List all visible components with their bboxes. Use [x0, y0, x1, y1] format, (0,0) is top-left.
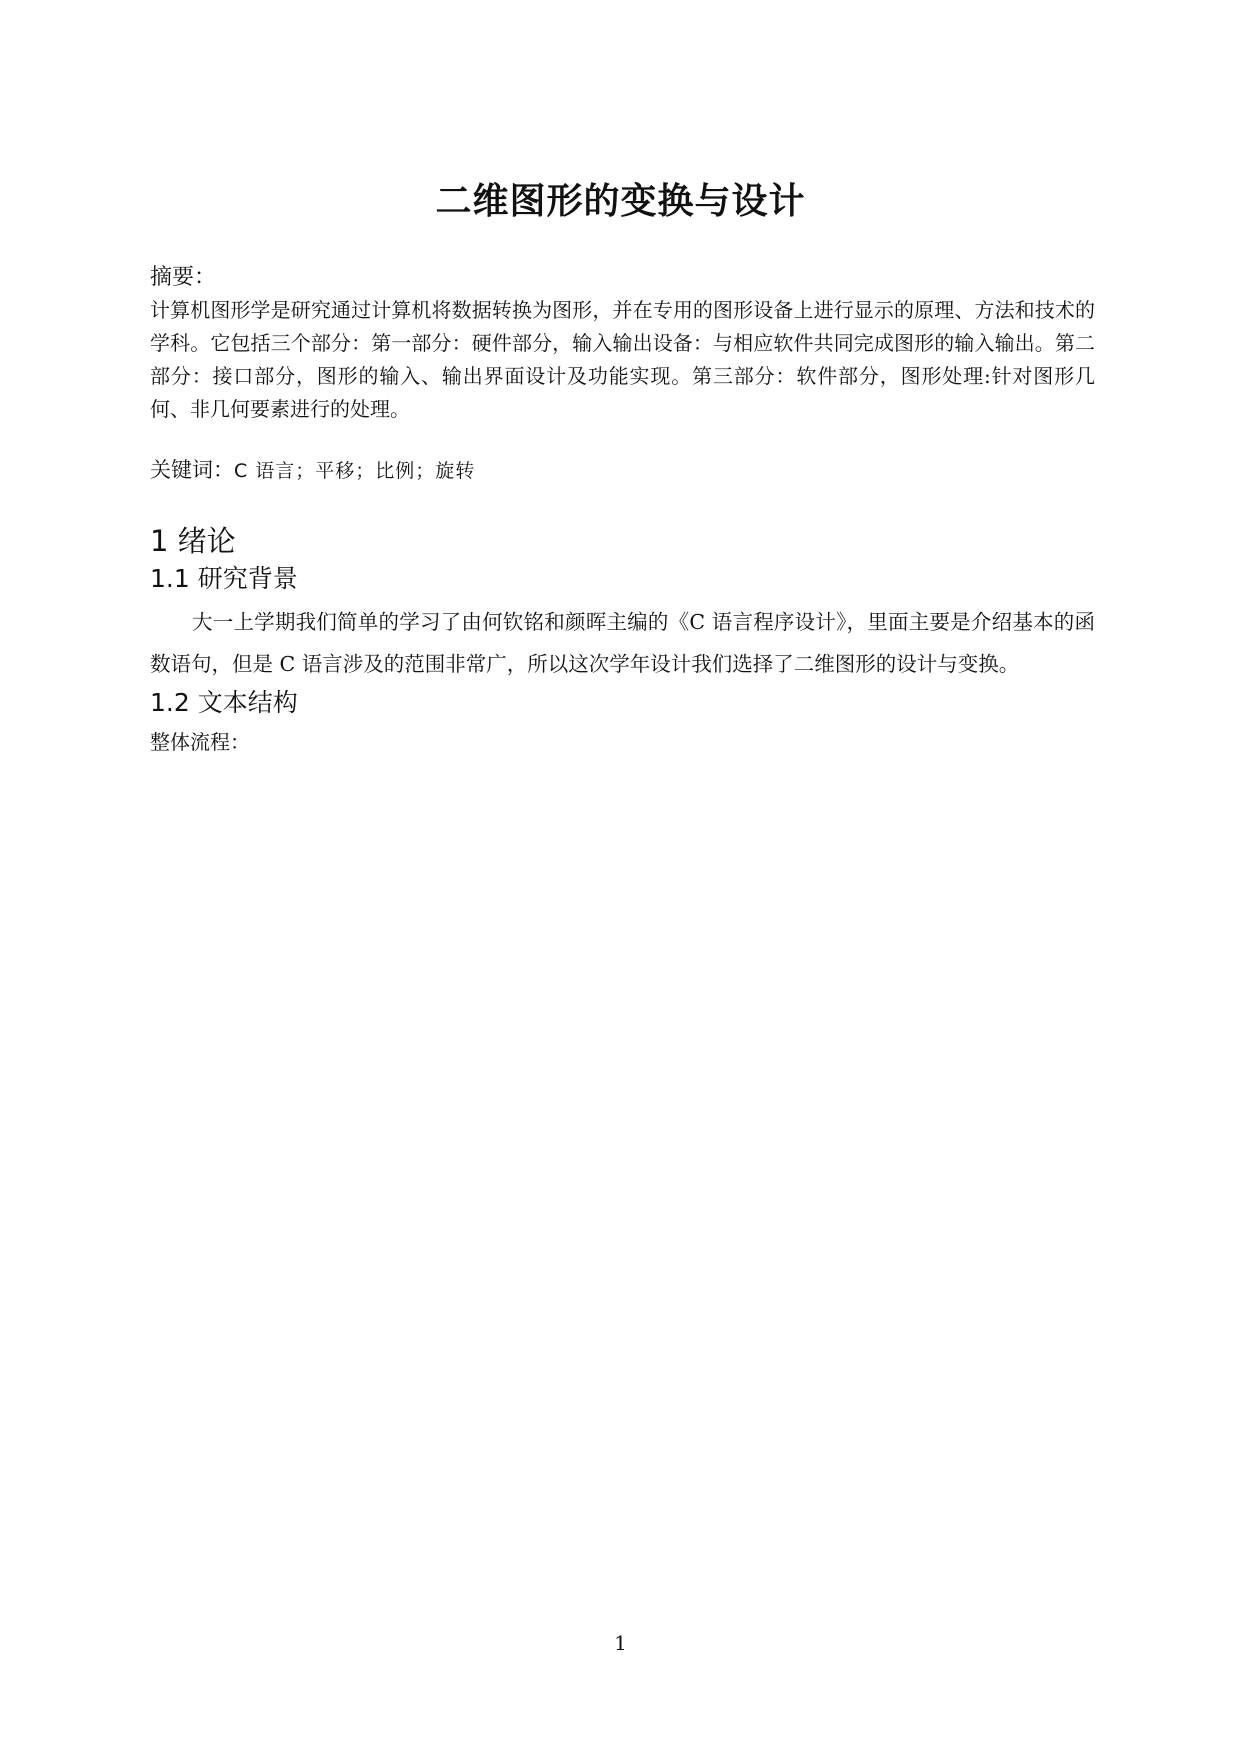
keywords-label: 关键词： — [150, 458, 234, 482]
abstract-label: 摘要： — [150, 265, 217, 290]
section-1-2-heading: 1.2 文本结构 — [150, 688, 298, 717]
abstract-body: 计算机图形学是研究通过计算机将数据转换为图形，并在专用的图形设备上进行显示的原理、方法和技术的学科。它包括三个部分：第一部分：硬件部分，输入输出设备：与相应软件共同完成图形的输入输出。第二部分：接口部分，图形的输入、输出界面设计及功能实现。第三部分：软件部分，图形处理:针对图形几何、非几何要素进行的处理。 — [150, 298, 1095, 421]
document-title: 二维图形的变换与设计 — [435, 181, 806, 222]
section-1-2-body: 整体流程： — [150, 730, 250, 754]
document-content — [150, 262, 1095, 759]
section-1-heading: 1 绪论 — [150, 524, 236, 558]
keywords-text: C 语言；平移；比例；旋转 — [234, 460, 476, 482]
keywords-line — [150, 454, 1095, 487]
section-1-1-heading: 1.1 研究背景 — [150, 564, 298, 593]
page-number: 1 — [614, 1631, 627, 1655]
section-1-1-body: 大一上学期我们简单的学习了由何钦铭和颜晖主编的《C 语言程序设计》，里面主要是介绍基本的函数语句，但是 C 语言涉及的范围非常广，所以这次学年设计我们选择了二维图形的设计与变换。 — [150, 610, 1095, 676]
